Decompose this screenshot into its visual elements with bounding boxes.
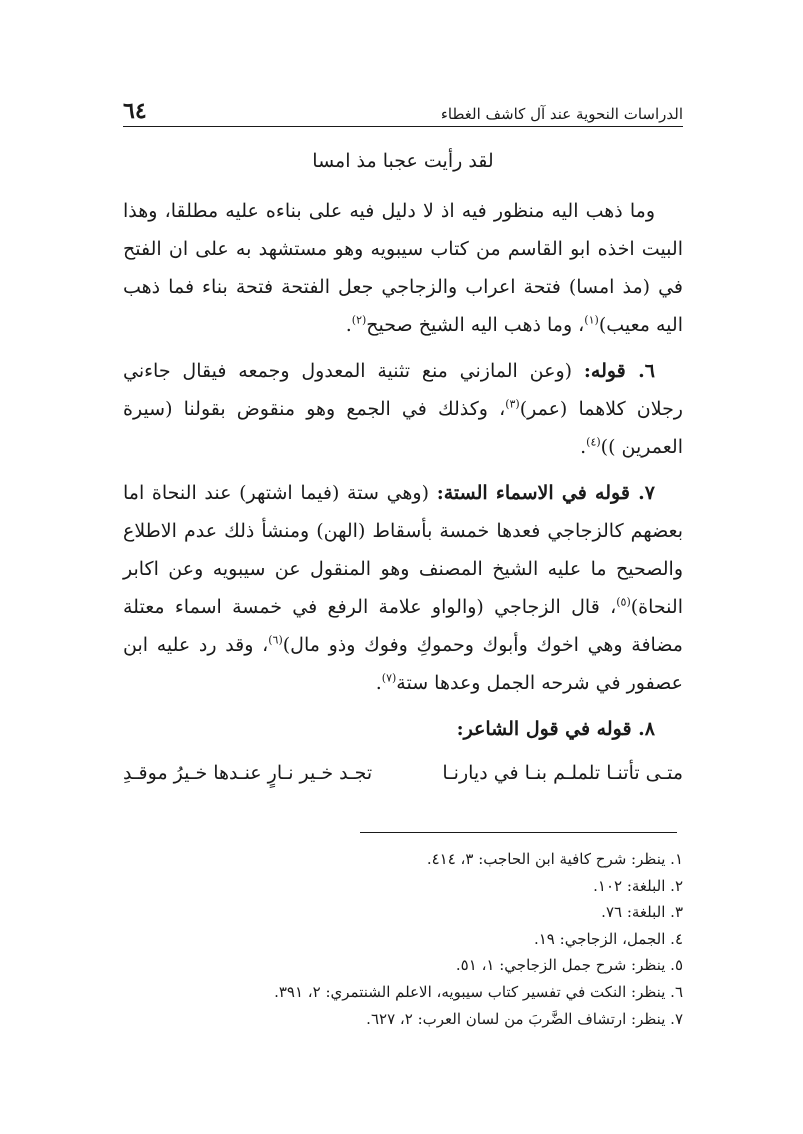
footnote-ref-3: (٣) xyxy=(505,397,520,411)
item-6-label: ٦. قوله: xyxy=(583,360,655,382)
poem-second-hemistich: تجـد خـير نـارٍ عنـدها خـيرُ موقـدِ xyxy=(123,762,373,784)
header-rule xyxy=(123,126,683,127)
footnote-4: ٤. الجمل، الزجاجي: ١٩. xyxy=(533,929,683,948)
page-body xyxy=(123,142,683,792)
item-6-text: (وعن المازني منع تثنية المعدول وجمعه فيقال جاءني رجلان كلاهما (عمر) xyxy=(123,360,683,420)
footnotes xyxy=(123,846,683,1032)
paragraph-1 xyxy=(123,192,683,344)
page-header xyxy=(123,92,683,122)
footnote-ref-5: (٥) xyxy=(616,595,631,609)
poem-verse xyxy=(123,754,683,792)
item-8-heading: ٨. قوله في قول الشاعر: xyxy=(456,718,655,740)
footnote-ref-2: (٢) xyxy=(351,313,367,327)
running-title: الدراسات النحوية عند آل كاشف الغطاء xyxy=(440,105,683,123)
item-7-text: (وهي ستة (فيما اشتهر) عند النحاة اما بعضهم كالزجاجي فعدها خمسة بأسقاط (الهن) ومنشأ ذلك عدم الاطلاع والصحيح ما عليه الشيخ المصنف وهو المنقول عن سيبويه وعن اكابر النحاة) xyxy=(123,482,683,618)
item-6-cont: ، وكذلك في الجمع وهو منقوض بقولنا (سيرة العمرين )) xyxy=(123,398,683,458)
item-7-cont: ، قال الزجاجي (والواو علامة الرفع في خمسة اسماء معتلة مضافة وهي اخوك وأبوك وحموكِ وفوك وذو مال) xyxy=(123,596,683,656)
footnote-ref-6: (٦) xyxy=(268,633,283,647)
footnote-3: ٣. البلغة: ٧٦. xyxy=(601,903,683,922)
page-number: ٦٤ xyxy=(123,98,147,124)
item-6-end: . xyxy=(580,436,587,458)
quoted-verse: لقد رأيت عجبا مذ امسا xyxy=(312,150,494,172)
footnote-7: ٧. ينظر: ارتشاف الضَّربَ من لسان العرب: ٢، ٦٢٧. xyxy=(366,1009,683,1028)
paragraph-1-text: وما ذهب اليه منظور فيه اذ لا دليل فيه على بناءه عليه مطلقا، وهذا البيت اخذه ابو القاسم من كتاب سيبويه وهو مستشهد به على ان الفتح في (مذ امسا) فتحة اعراب والزجاجي جعل الفتحة فتحة بناء فما ذهب اليه معيب) xyxy=(123,200,683,336)
item-7-label: ٧. قوله في الاسماء الستة: xyxy=(436,482,655,504)
footnote-6: ٦. ينظر: النكت في تفسير كتاب سيبويه، الاعلم الشنتمري: ٢، ٣٩١. xyxy=(274,982,683,1001)
item-7-cont2: ، وقد رد عليه ابن عصفور في شرحه الجمل وعدها ستة xyxy=(123,634,683,694)
footnote-ref-4: (٤) xyxy=(586,435,601,449)
footnote-rule xyxy=(360,832,677,833)
poem-first-hemistich: متـى تأتنـا تلملـم بنـا في ديارنـا xyxy=(442,762,683,784)
item-7 xyxy=(123,474,683,702)
footnote-5: ٥. ينظر: شرح جمل الزجاجي: ١، ٥١. xyxy=(455,956,683,975)
item-6 xyxy=(123,352,683,466)
footnote-ref-7: (٧) xyxy=(381,671,397,685)
footnote-2: ٢. البلغة: ١٠٢. xyxy=(593,876,683,895)
paragraph-1-end: . xyxy=(345,314,352,336)
item-7-end: . xyxy=(375,672,382,694)
footnote-1: ١. ينظر: شرح كافية ابن الحاجب: ٣، ٤١٤. xyxy=(426,850,683,868)
footnote-ref-1: (١) xyxy=(584,313,599,327)
paragraph-1-cont: ، وما ذهب اليه الشيخ صحيح xyxy=(366,314,585,336)
